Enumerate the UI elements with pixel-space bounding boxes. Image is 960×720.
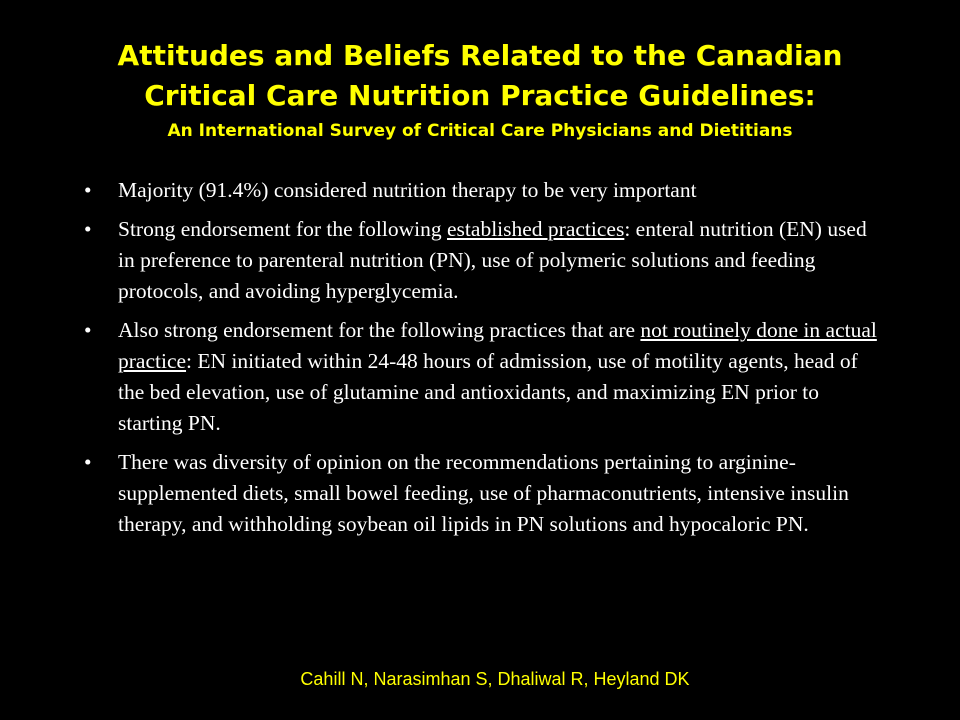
bullet-text: Majority (91.4%) considered nutrition therapy to be very important (118, 178, 697, 202)
bullet-item-4 (84, 447, 884, 540)
bullet-text-before: Strong endorsement for the following (118, 217, 448, 241)
citation: Cahill N, Narasimhan S, Dhaliwal R, Heyland DK (300, 669, 690, 689)
title-line-1: Attitudes and Beliefs Related to the Canadian (117, 39, 843, 72)
bullet-dot-icon: • (84, 217, 92, 241)
title-line-2: Critical Care Nutrition Practice Guidelines: (144, 79, 816, 112)
bullet-dot-icon: • (84, 178, 92, 202)
bullet-dot-icon: • (84, 450, 92, 474)
bullet-list (84, 175, 884, 548)
slide-title (40, 36, 920, 144)
bullet-text-after: : enteral nutrition (EN) used in preference to parenteral nutrition (PN), use of polymeric solutions and feeding protocols, and avoiding hyperglycemia. (118, 217, 867, 303)
bullet-item-2 (84, 214, 884, 307)
bullet-text-after: : EN initiated within 24-48 hours of admission, use of motility agents, head of the bed elevation, use of glutamine and antioxidants, and maximizing EN prior to starting PN. (118, 349, 858, 435)
slide-subtitle: An International Survey of Critical Care Physicians and Dietitians (167, 121, 793, 141)
bullet-item-1 (84, 175, 884, 206)
bullet-item-3 (84, 315, 884, 439)
bullet-text-before: Also strong endorsement for the following practices that are (118, 318, 641, 342)
bullet-text: There was diversity of opinion on the recommendations pertaining to arginine-supplemented diets, small bowel feeding, use of pharmaconutrients, intensive insulin therapy, and withholding soybean oil lipids in PN solutions and hypocaloric PN. (118, 450, 849, 536)
bullet-text-underlined: not routinely done in actual practice (118, 318, 877, 373)
bullet-text-underlined: established practices (447, 217, 625, 241)
bullet-dot-icon: • (84, 318, 92, 342)
